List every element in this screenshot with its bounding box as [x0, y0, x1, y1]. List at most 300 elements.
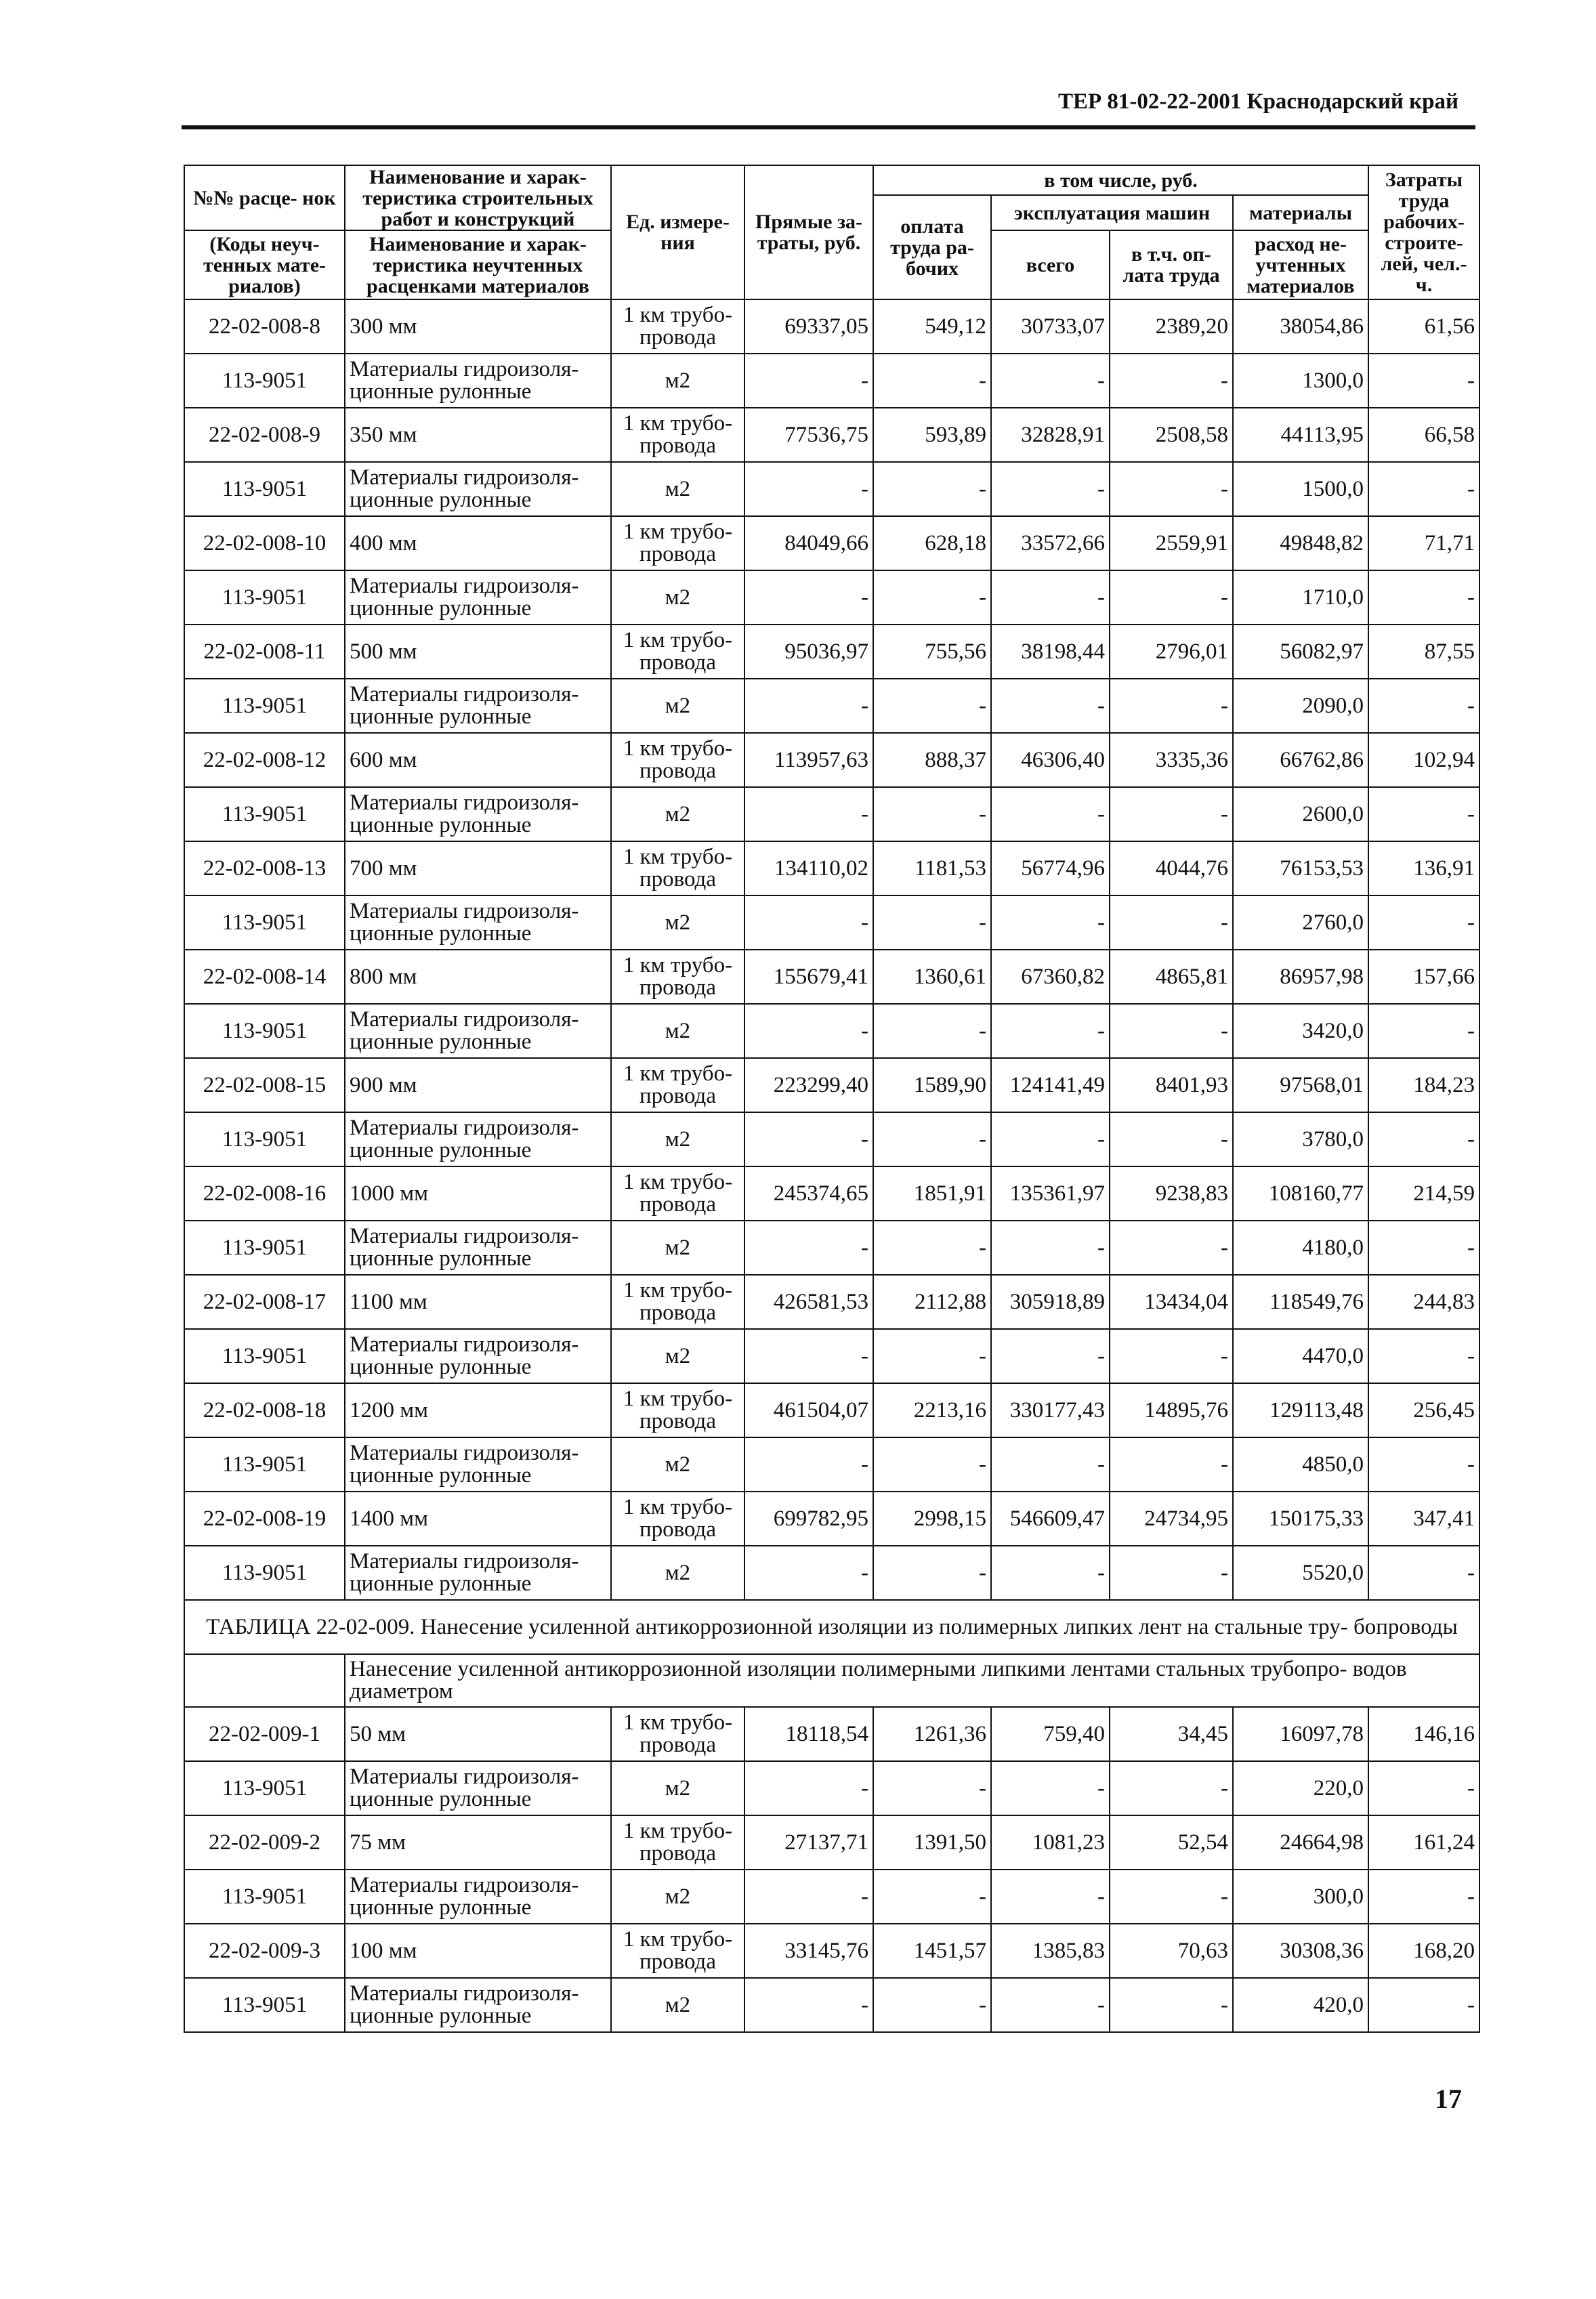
material-unit: м2: [611, 1112, 744, 1166]
dash-pay: -: [873, 462, 991, 516]
direct-cost: 223299,40: [744, 1058, 873, 1112]
labor-hours: 146,16: [1368, 1707, 1479, 1761]
material-qty: 300,0: [1233, 1870, 1368, 1924]
rate-unit: 1 км трубо- провода: [611, 733, 744, 787]
material-row: [184, 679, 1479, 733]
dash-pay: -: [873, 787, 991, 841]
material-code: 113-9051: [184, 1221, 345, 1275]
rate-row: [184, 733, 1479, 787]
labor-hours: 102,94: [1368, 733, 1479, 787]
materials: 16097,78: [1233, 1707, 1368, 1761]
direct-cost: 426581,53: [744, 1275, 873, 1329]
material-code: 113-9051: [184, 895, 345, 950]
machines-labor: 2559,91: [1110, 516, 1233, 570]
rate-name: 50 мм: [345, 1707, 611, 1761]
rate-unit: 1 км трубо- провода: [611, 299, 744, 354]
materials: 38054,86: [1233, 299, 1368, 354]
material-row: [184, 570, 1479, 625]
rate-code: 22-02-008-11: [184, 625, 345, 679]
table-title-block: [184, 1600, 1479, 1707]
material-unit: м2: [611, 895, 744, 950]
material-qty: 4180,0: [1233, 1221, 1368, 1275]
material-code: 113-9051: [184, 354, 345, 408]
rate-code: 22-02-008-13: [184, 841, 345, 895]
hdr-materials: материалы: [1233, 195, 1368, 230]
materials: 97568,01: [1233, 1058, 1368, 1112]
machines-total: 67360,82: [991, 950, 1110, 1004]
rate-name: 300 мм: [345, 299, 611, 354]
labor-pay: 549,12: [873, 299, 991, 354]
material-unit: м2: [611, 1329, 744, 1383]
rate-code: 22-02-008-18: [184, 1383, 345, 1437]
rate-row: [184, 1383, 1479, 1437]
material-qty: 420,0: [1233, 1978, 1368, 2032]
rate-code: 22-02-008-10: [184, 516, 345, 570]
materials: 30308,36: [1233, 1924, 1368, 1978]
hdr-machines: эксплуатация машин: [991, 195, 1233, 230]
material-code: 113-9051: [184, 1761, 345, 1815]
dash-direct: -: [744, 1761, 873, 1815]
material-unit: м2: [611, 1221, 744, 1275]
rates-group-22-02-009: [184, 1707, 1479, 2032]
material-code: 113-9051: [184, 1112, 345, 1166]
table-subheading: Нанесение усиленной антикоррозионной изоляции полимерными липкими лентами стальных трубопро- водов диаметром: [345, 1654, 1479, 1707]
material-name: Материалы гидроизоля- ционные рулонные: [345, 1004, 611, 1058]
dash-pay: -: [873, 1112, 991, 1166]
material-row: [184, 1870, 1479, 1924]
rate-name: 1000 мм: [345, 1166, 611, 1221]
material-unit: м2: [611, 570, 744, 625]
rate-row: [184, 950, 1479, 1004]
labor-pay: 2998,15: [873, 1492, 991, 1546]
machines-labor: 13434,04: [1110, 1275, 1233, 1329]
rate-unit: 1 км трубо- провода: [611, 1707, 744, 1761]
rate-unit: 1 км трубо- провода: [611, 841, 744, 895]
dash-direct: -: [744, 1329, 873, 1383]
machines-labor: 2796,01: [1110, 625, 1233, 679]
direct-cost: 113957,63: [744, 733, 873, 787]
header-rule: [182, 125, 1475, 129]
materials: 56082,97: [1233, 625, 1368, 679]
dash-machines: -: [991, 1112, 1110, 1166]
dash-machines: -: [991, 1004, 1110, 1058]
material-row: [184, 1761, 1479, 1815]
dash-pay: -: [873, 1221, 991, 1275]
dash-labor: -: [1368, 1004, 1479, 1058]
machines-total: 330177,43: [991, 1383, 1110, 1437]
machines-total: 30733,07: [991, 299, 1110, 354]
dash-labor: -: [1368, 1437, 1479, 1492]
labor-hours: 214,59: [1368, 1166, 1479, 1221]
material-code: 113-9051: [184, 1329, 345, 1383]
rate-code: 22-02-008-17: [184, 1275, 345, 1329]
rate-name: 350 мм: [345, 408, 611, 462]
dash-direct: -: [744, 570, 873, 625]
labor-pay: 1261,36: [873, 1707, 991, 1761]
material-qty: 1500,0: [1233, 462, 1368, 516]
dash-machines-labor: -: [1110, 1978, 1233, 2032]
material-name: Материалы гидроизоля- ционные рулонные: [345, 462, 611, 516]
machines-labor: 4865,81: [1110, 950, 1233, 1004]
rate-unit: 1 км трубо- провода: [611, 950, 744, 1004]
rates-group-22-02-008: [184, 299, 1479, 1600]
materials: 129113,48: [1233, 1383, 1368, 1437]
material-unit: м2: [611, 1546, 744, 1600]
dash-labor: -: [1368, 679, 1479, 733]
dash-direct: -: [744, 1221, 873, 1275]
machines-labor: 24734,95: [1110, 1492, 1233, 1546]
material-name: Материалы гидроизоля- ционные рулонные: [345, 1437, 611, 1492]
hdr-materials-unacc: расход не- учтенных материалов: [1233, 230, 1368, 299]
dash-machines: -: [991, 1221, 1110, 1275]
rate-row: [184, 1275, 1479, 1329]
material-unit: м2: [611, 787, 744, 841]
labor-pay: 1391,50: [873, 1815, 991, 1870]
material-code: 113-9051: [184, 1437, 345, 1492]
machines-labor: 14895,76: [1110, 1383, 1233, 1437]
hdr-incl: в том числе, руб.: [873, 165, 1368, 195]
rate-name: 700 мм: [345, 841, 611, 895]
dash-machines: -: [991, 570, 1110, 625]
materials: 86957,98: [1233, 950, 1368, 1004]
dash-pay: -: [873, 570, 991, 625]
direct-cost: 245374,65: [744, 1166, 873, 1221]
material-row: [184, 462, 1479, 516]
dash-labor: -: [1368, 1221, 1479, 1275]
rate-name: 1200 мм: [345, 1383, 611, 1437]
material-qty: 1300,0: [1233, 354, 1368, 408]
material-code: 113-9051: [184, 1870, 345, 1924]
labor-hours: 161,24: [1368, 1815, 1479, 1870]
rate-name: 500 мм: [345, 625, 611, 679]
dash-direct: -: [744, 1978, 873, 2032]
direct-cost: 69337,05: [744, 299, 873, 354]
labor-hours: 66,58: [1368, 408, 1479, 462]
material-unit: м2: [611, 354, 744, 408]
material-qty: 2090,0: [1233, 679, 1368, 733]
dash-labor: -: [1368, 1978, 1479, 2032]
rate-code: 22-02-008-16: [184, 1166, 345, 1221]
hdr-name-bottom: Наименование и харак- теристика неучтенных расценками материалов: [345, 230, 611, 299]
labor-hours: 347,41: [1368, 1492, 1479, 1546]
dash-direct: -: [744, 1112, 873, 1166]
dash-machines: -: [991, 1546, 1110, 1600]
dash-pay: -: [873, 1004, 991, 1058]
rate-unit: 1 км трубо- провода: [611, 1815, 744, 1870]
dash-pay: -: [873, 1978, 991, 2032]
material-qty: 4470,0: [1233, 1329, 1368, 1383]
rate-row: [184, 625, 1479, 679]
material-row: [184, 1221, 1479, 1275]
rate-name: 75 мм: [345, 1815, 611, 1870]
dash-machines: -: [991, 1437, 1110, 1492]
materials: 108160,77: [1233, 1166, 1368, 1221]
dash-labor: -: [1368, 354, 1479, 408]
material-name: Материалы гидроизоля- ционные рулонные: [345, 679, 611, 733]
direct-cost: 27137,71: [744, 1815, 873, 1870]
material-name: Материалы гидроизоля- ционные рулонные: [345, 1221, 611, 1275]
dash-labor: -: [1368, 462, 1479, 516]
dash-machines: -: [991, 895, 1110, 950]
dash-machines-labor: -: [1110, 895, 1233, 950]
table-title: ТАБЛИЦА 22-02-009. Нанесение усиленной антикоррозионной изоляции из полимерных липких лент на стальные тру- бопроводы: [184, 1600, 1479, 1654]
subheading-blank: [184, 1654, 345, 1707]
rate-name: 1100 мм: [345, 1275, 611, 1329]
material-name: Материалы гидроизоля- ционные рулонные: [345, 1546, 611, 1600]
rate-row: [184, 1058, 1479, 1112]
materials: 118549,76: [1233, 1275, 1368, 1329]
machines-total: 56774,96: [991, 841, 1110, 895]
labor-pay: 593,89: [873, 408, 991, 462]
rate-code: 22-02-008-14: [184, 950, 345, 1004]
material-code: 113-9051: [184, 462, 345, 516]
material-name: Материалы гидроизоля- ционные рулонные: [345, 1761, 611, 1815]
rate-unit: 1 км трубо- провода: [611, 1492, 744, 1546]
rate-row: [184, 1924, 1479, 1978]
rate-row: [184, 1707, 1479, 1761]
material-qty: 5520,0: [1233, 1546, 1368, 1600]
rate-code: 22-02-008-8: [184, 299, 345, 354]
labor-hours: 71,71: [1368, 516, 1479, 570]
dash-machines-labor: -: [1110, 462, 1233, 516]
direct-cost: 18118,54: [744, 1707, 873, 1761]
labor-pay: 1451,57: [873, 1924, 991, 1978]
machines-total: 46306,40: [991, 733, 1110, 787]
rate-unit: 1 км трубо- провода: [611, 1166, 744, 1221]
labor-pay: 1851,91: [873, 1166, 991, 1221]
labor-hours: 184,23: [1368, 1058, 1479, 1112]
direct-cost: 77536,75: [744, 408, 873, 462]
material-qty: 1710,0: [1233, 570, 1368, 625]
labor-pay: 1589,90: [873, 1058, 991, 1112]
hdr-machines-labor: в т.ч. оп- лата труда: [1110, 230, 1233, 299]
dash-pay: -: [873, 354, 991, 408]
material-code: 113-9051: [184, 1978, 345, 2032]
labor-pay: 888,37: [873, 733, 991, 787]
hdr-labor-pay: оплата труда ра- бочих: [873, 195, 991, 299]
material-code: 113-9051: [184, 570, 345, 625]
machines-total: 546609,47: [991, 1492, 1110, 1546]
direct-cost: 134110,02: [744, 841, 873, 895]
rate-name: 800 мм: [345, 950, 611, 1004]
material-name: Материалы гидроизоля- ционные рулонные: [345, 787, 611, 841]
rate-unit: 1 км трубо- провода: [611, 1924, 744, 1978]
rate-unit: 1 км трубо- провода: [611, 625, 744, 679]
machines-total: 135361,97: [991, 1166, 1110, 1221]
material-row: [184, 895, 1479, 950]
dash-labor: -: [1368, 1870, 1479, 1924]
machines-total: 1385,83: [991, 1924, 1110, 1978]
materials: 49848,82: [1233, 516, 1368, 570]
dash-machines: -: [991, 1978, 1110, 2032]
direct-cost: 33145,76: [744, 1924, 873, 1978]
hdr-code-top: №№ расце- нок: [184, 165, 345, 230]
dash-direct: -: [744, 895, 873, 950]
labor-pay: 628,18: [873, 516, 991, 570]
labor-pay: 755,56: [873, 625, 991, 679]
material-row: [184, 1112, 1479, 1166]
dash-direct: -: [744, 1437, 873, 1492]
dash-machines: -: [991, 354, 1110, 408]
materials: 24664,98: [1233, 1815, 1368, 1870]
material-unit: м2: [611, 1870, 744, 1924]
dash-direct: -: [744, 1546, 873, 1600]
dash-labor: -: [1368, 1329, 1479, 1383]
dash-machines: -: [991, 787, 1110, 841]
labor-hours: 244,83: [1368, 1275, 1479, 1329]
material-code: 113-9051: [184, 1004, 345, 1058]
rate-code: 22-02-009-3: [184, 1924, 345, 1978]
labor-pay: 1181,53: [873, 841, 991, 895]
material-qty: 3420,0: [1233, 1004, 1368, 1058]
hdr-machines-total: всего: [991, 230, 1110, 299]
rate-row: [184, 1815, 1479, 1870]
machines-total: 38198,44: [991, 625, 1110, 679]
rate-row: [184, 1492, 1479, 1546]
rate-code: 22-02-008-9: [184, 408, 345, 462]
material-name: Материалы гидроизоля- ционные рулонные: [345, 354, 611, 408]
machines-total: 33572,66: [991, 516, 1110, 570]
material-qty: 2760,0: [1233, 895, 1368, 950]
hdr-code-bottom: (Коды неуч- тенных мате- риалов): [184, 230, 345, 299]
materials: 76153,53: [1233, 841, 1368, 895]
labor-hours: 136,91: [1368, 841, 1479, 895]
rate-row: [184, 299, 1479, 354]
material-qty: 4850,0: [1233, 1437, 1368, 1492]
rate-code: 22-02-009-2: [184, 1815, 345, 1870]
dash-pay: -: [873, 895, 991, 950]
dash-machines-labor: -: [1110, 570, 1233, 625]
material-row: [184, 787, 1479, 841]
page-number: 17: [1435, 2084, 1462, 2114]
machines-total: 305918,89: [991, 1275, 1110, 1329]
material-row: [184, 354, 1479, 408]
dash-labor: -: [1368, 787, 1479, 841]
material-row: [184, 1978, 1479, 2032]
rate-code: 22-02-008-19: [184, 1492, 345, 1546]
dash-machines-labor: -: [1110, 1004, 1233, 1058]
material-unit: м2: [611, 1761, 744, 1815]
labor-hours: 256,45: [1368, 1383, 1479, 1437]
dash-machines-labor: -: [1110, 1437, 1233, 1492]
machines-total: 124141,49: [991, 1058, 1110, 1112]
material-unit: м2: [611, 462, 744, 516]
dash-machines-labor: -: [1110, 787, 1233, 841]
machines-labor: 4044,76: [1110, 841, 1233, 895]
dash-machines: -: [991, 1329, 1110, 1383]
dash-machines-labor: -: [1110, 1112, 1233, 1166]
dash-machines-labor: -: [1110, 1221, 1233, 1275]
rate-name: 900 мм: [345, 1058, 611, 1112]
rate-unit: 1 км трубо- провода: [611, 408, 744, 462]
material-qty: 3780,0: [1233, 1112, 1368, 1166]
labor-pay: 2213,16: [873, 1383, 991, 1437]
rate-unit: 1 км трубо- провода: [611, 1383, 744, 1437]
dash-pay: -: [873, 1761, 991, 1815]
material-name: Материалы гидроизоля- ционные рулонные: [345, 1329, 611, 1383]
dash-pay: -: [873, 1870, 991, 1924]
dash-labor: -: [1368, 1112, 1479, 1166]
material-row: [184, 1004, 1479, 1058]
rate-name: 400 мм: [345, 516, 611, 570]
dash-labor: -: [1368, 1761, 1479, 1815]
material-name: Материалы гидроизоля- ционные рулонные: [345, 1870, 611, 1924]
material-name: Материалы гидроизоля- ционные рулонные: [345, 1112, 611, 1166]
machines-total: 759,40: [991, 1707, 1110, 1761]
hdr-unit: Ед. измере- ния: [611, 165, 744, 299]
rate-row: [184, 1166, 1479, 1221]
rate-code: 22-02-008-15: [184, 1058, 345, 1112]
machines-labor: 3335,36: [1110, 733, 1233, 787]
hdr-labor-cost: Затраты труда рабочих- строите- лей, чел.-ч.: [1368, 165, 1479, 299]
labor-hours: 87,55: [1368, 625, 1479, 679]
dash-machines-labor: -: [1110, 1329, 1233, 1383]
dash-machines-labor: -: [1110, 679, 1233, 733]
rate-name: 600 мм: [345, 733, 611, 787]
machines-labor: 70,63: [1110, 1924, 1233, 1978]
dash-pay: -: [873, 1437, 991, 1492]
rate-row: [184, 408, 1479, 462]
material-unit: м2: [611, 1004, 744, 1058]
material-row: [184, 1437, 1479, 1492]
machines-labor: 52,54: [1110, 1815, 1233, 1870]
labor-hours: 168,20: [1368, 1924, 1479, 1978]
rates-table: [184, 165, 1480, 2033]
machines-labor: 8401,93: [1110, 1058, 1233, 1112]
direct-cost: 84049,66: [744, 516, 873, 570]
dash-pay: -: [873, 1329, 991, 1383]
machines-total: 1081,23: [991, 1815, 1110, 1870]
materials: 150175,33: [1233, 1492, 1368, 1546]
dash-machines: -: [991, 462, 1110, 516]
machines-total: 32828,91: [991, 408, 1110, 462]
dash-direct: -: [744, 679, 873, 733]
rate-unit: 1 км трубо- провода: [611, 1275, 744, 1329]
material-qty: 220,0: [1233, 1761, 1368, 1815]
machines-labor: 2508,58: [1110, 408, 1233, 462]
hdr-direct: Прямые за- траты, руб.: [744, 165, 873, 299]
material-code: 113-9051: [184, 787, 345, 841]
dash-direct: -: [744, 1004, 873, 1058]
dash-labor: -: [1368, 895, 1479, 950]
dash-pay: -: [873, 1546, 991, 1600]
material-qty: 2600,0: [1233, 787, 1368, 841]
materials: 66762,86: [1233, 733, 1368, 787]
direct-cost: 699782,95: [744, 1492, 873, 1546]
material-name: Материалы гидроизоля- ционные рулонные: [345, 895, 611, 950]
dash-machines: -: [991, 1870, 1110, 1924]
material-row: [184, 1329, 1479, 1383]
material-unit: м2: [611, 1978, 744, 2032]
dash-machines: -: [991, 679, 1110, 733]
material-code: 113-9051: [184, 679, 345, 733]
rate-row: [184, 841, 1479, 895]
dash-labor: -: [1368, 1546, 1479, 1600]
rate-code: 22-02-008-12: [184, 733, 345, 787]
material-name: Материалы гидроизоля- ционные рулонные: [345, 570, 611, 625]
direct-cost: 461504,07: [744, 1383, 873, 1437]
machines-labor: 2389,20: [1110, 299, 1233, 354]
dash-direct: -: [744, 462, 873, 516]
dash-pay: -: [873, 679, 991, 733]
direct-cost: 155679,41: [744, 950, 873, 1004]
dash-machines: -: [991, 1761, 1110, 1815]
running-title: ТЕР 81-02-22-2001 Краснодарский край: [1058, 89, 1459, 114]
labor-pay: 1360,61: [873, 950, 991, 1004]
dash-direct: -: [744, 787, 873, 841]
labor-hours: 61,56: [1368, 299, 1479, 354]
dash-machines-labor: -: [1110, 1761, 1233, 1815]
